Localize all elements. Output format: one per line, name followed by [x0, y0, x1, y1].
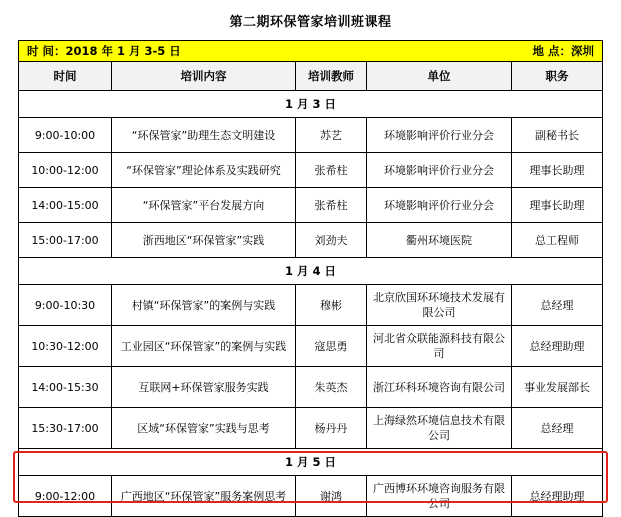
- column-header-topic: 培训内容: [112, 62, 296, 91]
- cell-time: 14:00-15:30: [19, 367, 112, 408]
- column-header-role: 职务: [512, 62, 603, 91]
- cell-topic: 区域“环保管家”实践与思考: [112, 408, 296, 449]
- cell-trainer: 朱英杰: [296, 367, 367, 408]
- day-separator-row: [19, 449, 603, 476]
- cell-topic: “环保管家”理论体系及实践研究: [112, 153, 296, 188]
- cell-time: 9:00-10:30: [19, 285, 112, 326]
- cell-trainer: 杨丹丹: [296, 408, 367, 449]
- cell-role: 副秘书长: [512, 118, 603, 153]
- cell-trainer: 穆彬: [296, 285, 367, 326]
- cell-role: 理事长助理: [512, 188, 603, 223]
- table-row: [19, 285, 603, 326]
- day-separator-row: [19, 91, 603, 118]
- cell-role: 事业发展部长: [512, 367, 603, 408]
- table-row: [19, 367, 603, 408]
- column-header-trainer: 培训教师: [296, 62, 367, 91]
- schedule-table: [18, 61, 603, 517]
- cell-trainer: 苏艺: [296, 118, 367, 153]
- cell-org: 广西博环环境咨询服务有限公司: [367, 476, 512, 517]
- day-label: 1 月 3 日: [19, 91, 603, 118]
- table-row: [19, 223, 603, 258]
- table-row: [19, 153, 603, 188]
- cell-trainer: 寇思勇: [296, 326, 367, 367]
- cell-org: 上海绿然环境信息技术有限公司: [367, 408, 512, 449]
- cell-org: 浙江环科环境咨询有限公司: [367, 367, 512, 408]
- page-title: 第二期环保管家培训班课程: [229, 15, 392, 30]
- day-label: 1 月 4 日: [19, 258, 603, 285]
- cell-time: 15:30-17:00: [19, 408, 112, 449]
- cell-role: 总经理: [512, 408, 603, 449]
- cell-time: 9:00-10:00: [19, 118, 112, 153]
- cell-role: 理事长助理: [512, 153, 603, 188]
- cell-trainer: 刘劲夫: [296, 223, 367, 258]
- table-row: [19, 476, 603, 517]
- table-row: [19, 188, 603, 223]
- cell-org: 环境影响评价行业分会: [367, 118, 512, 153]
- cell-org: 环境影响评价行业分会: [367, 153, 512, 188]
- info-bar: [18, 40, 603, 62]
- cell-time: 15:00-17:00: [19, 223, 112, 258]
- cell-role: 总经理助理: [512, 326, 603, 367]
- cell-topic: “环保管家”平台发展方向: [112, 188, 296, 223]
- cell-topic: 工业园区“环保管家”的案例与实践: [112, 326, 296, 367]
- cell-role: 总经理助理: [512, 476, 603, 517]
- column-header-org: 单位: [367, 62, 512, 91]
- cell-role: 总工程师: [512, 223, 603, 258]
- training-place-label: 地 点：深圳: [532, 44, 594, 58]
- cell-org: 北京欣国环环境技术发展有限公司: [367, 285, 512, 326]
- cell-topic: 村镇“环保管家”的案例与实践: [112, 285, 296, 326]
- cell-time: 10:00-12:00: [19, 153, 112, 188]
- table-row: [19, 408, 603, 449]
- header-row: [19, 62, 603, 91]
- cell-trainer: 张希柱: [296, 188, 367, 223]
- table-header: [19, 62, 603, 91]
- table-body: [19, 91, 603, 517]
- training-time-label: 时 间：2018 年 1 月 3-5 日: [27, 44, 181, 58]
- cell-trainer: 谢鸿: [296, 476, 367, 517]
- cell-time: 10:30-12:00: [19, 326, 112, 367]
- cell-topic: 互联网+环保管家服务实践: [112, 367, 296, 408]
- table-row: [19, 118, 603, 153]
- cell-org: 衢州环境医院: [367, 223, 512, 258]
- cell-org: 环境影响评价行业分会: [367, 188, 512, 223]
- column-header-time: 时间: [19, 62, 112, 91]
- cell-role: 总经理: [512, 285, 603, 326]
- day-label: 1 月 5 日: [19, 449, 603, 476]
- day-separator-row: [19, 258, 603, 285]
- cell-topic: “环保管家”助理生态文明建设: [112, 118, 296, 153]
- table-row: [19, 326, 603, 367]
- cell-time: 14:00-15:00: [19, 188, 112, 223]
- cell-trainer: 张希柱: [296, 153, 367, 188]
- cell-topic: 广西地区“环保管家”服务案例思考: [112, 476, 296, 517]
- cell-time: 9:00-12:00: [19, 476, 112, 517]
- cell-org: 河北省众联能源科技有限公司: [367, 326, 512, 367]
- cell-topic: 浙西地区“环保管家”实践: [112, 223, 296, 258]
